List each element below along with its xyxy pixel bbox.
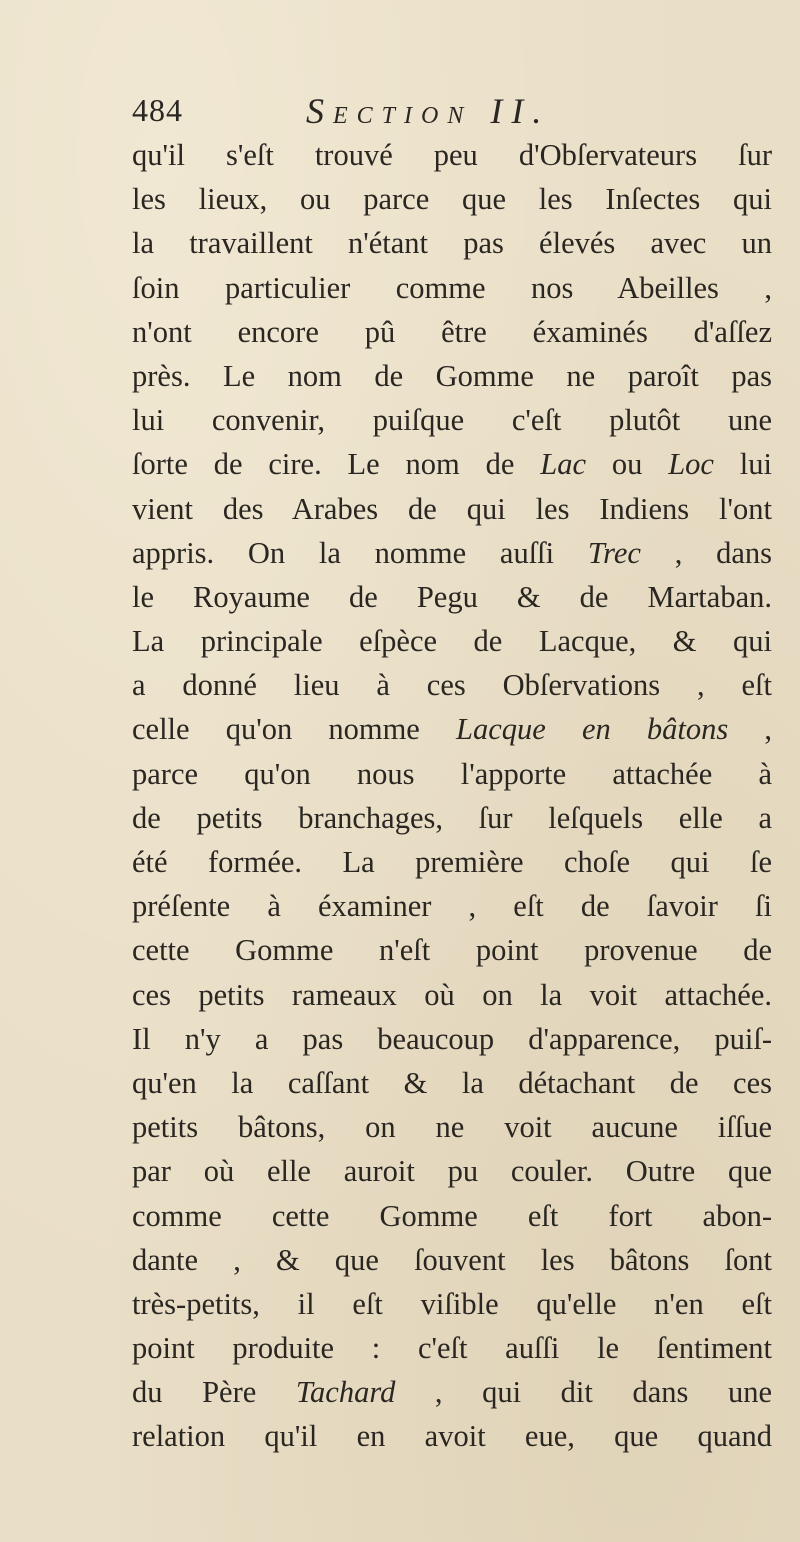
- running-head-numeral: II.: [490, 91, 551, 131]
- text-run: les lieux, ou parce que les Inſectes qui: [132, 182, 772, 217]
- text-run: relation qu'il en avoit eue, que quand: [132, 1419, 772, 1454]
- text-run: La principale eſpèce de Lacque, & qui: [132, 624, 772, 659]
- text-line: [132, 221, 772, 265]
- text-line: [132, 398, 772, 442]
- text-run: ou: [586, 447, 669, 482]
- italic-term: Loc: [668, 447, 714, 482]
- text-line: [132, 1149, 772, 1193]
- text-line: [132, 575, 772, 619]
- italic-term: Tachard: [295, 1375, 396, 1410]
- text-run: a donné lieu à ces Obſervations , eſt: [132, 668, 772, 703]
- text-run: préſente à éxaminer , eſt de ſavoir ſi: [132, 889, 772, 924]
- text-line: [132, 1194, 772, 1238]
- text-run: le Royaume de Pegu & de Martaban.: [132, 579, 772, 614]
- text-run: la travaillent n'étant pas élevés avec un: [132, 226, 772, 261]
- italic-term: Trec: [587, 535, 641, 570]
- text-run: du Père: [132, 1375, 296, 1410]
- text-run: ſoin particulier comme nos Abeilles ,: [132, 270, 772, 305]
- text-run: par où elle auroit pu couler. Outre que: [132, 1154, 772, 1189]
- text-run: , dans: [640, 535, 772, 570]
- text-run: n'ont encore pû être éxaminés d'aſſez: [132, 314, 772, 349]
- text-run: point produite : c'eſt auſſi le ſentiment: [132, 1331, 772, 1366]
- text-line: [132, 133, 772, 177]
- text-run: lui: [713, 447, 772, 482]
- text-run: celle qu'on nomme: [132, 712, 456, 747]
- text-run: dante , & que ſouvent les bâtons ſont: [132, 1242, 772, 1277]
- text-run: ces petits rameaux où on la voit attachée.: [132, 977, 772, 1012]
- text-run: , qui dit dans une: [395, 1375, 772, 1410]
- text-run: comme cette Gomme eſt fort abon-: [132, 1198, 772, 1233]
- text-run: petits bâtons, on ne voit aucune iſſue: [132, 1110, 772, 1145]
- text-line: [132, 1414, 772, 1458]
- text-line: [132, 487, 772, 531]
- italic-term: Lacque en bâtons: [456, 712, 729, 747]
- text-line: [132, 1061, 772, 1105]
- text-run: appris. On la nomme auſſi: [132, 535, 588, 570]
- text-line: [132, 1370, 772, 1414]
- text-run: lui convenir, puiſque c'eſt plutôt une: [132, 403, 772, 438]
- text-line: [132, 840, 772, 884]
- text-line: [132, 663, 772, 707]
- text-line: [132, 354, 772, 398]
- text-run: été formée. La première choſe qui ſe: [132, 845, 772, 879]
- text-line: [132, 531, 772, 575]
- text-line: [132, 1238, 772, 1282]
- text-run: qu'il s'eſt trouvé peu d'Obſervateurs ſur: [132, 138, 772, 172]
- page-number: 484: [132, 92, 183, 128]
- text-run: cette Gomme n'eſt point provenue de: [132, 933, 772, 968]
- text-line: [132, 442, 772, 486]
- page-header: [132, 92, 772, 134]
- running-head-initial: S: [306, 91, 333, 131]
- running-head: [306, 90, 550, 132]
- text-line: [132, 177, 772, 221]
- text-line: [132, 1105, 772, 1149]
- text-line: [132, 1017, 772, 1061]
- text-line: [132, 796, 772, 840]
- body-text: [132, 133, 772, 1459]
- running-head-word: ECTION: [333, 103, 473, 129]
- text-line: [132, 928, 772, 972]
- text-line: [132, 752, 772, 796]
- text-line: [132, 619, 772, 663]
- text-line: [132, 310, 772, 354]
- text-line: [132, 973, 772, 1017]
- text-line: [132, 884, 772, 928]
- text-line: [132, 707, 772, 751]
- text-run: vient des Arabes de qui les Indiens l'ont: [132, 491, 772, 526]
- text-run: ,: [728, 712, 773, 747]
- text-run: qu'en la caſſant & la détachant de ces: [132, 1065, 772, 1100]
- text-run: parce qu'on nous l'apporte attachée à: [132, 756, 772, 791]
- italic-term: Lac: [540, 447, 587, 482]
- text-run: de petits branchages, ſur leſquels elle a: [132, 800, 772, 835]
- text-run: Il n'y a pas beaucoup d'apparence, puiſ-: [132, 1021, 772, 1056]
- text-run: ſorte de cire. Le nom de: [132, 447, 541, 482]
- text-run: très-petits, il eſt viſible qu'elle n'en eſt: [132, 1286, 772, 1321]
- text-line: [132, 266, 772, 310]
- text-line: [132, 1282, 772, 1326]
- text-run: près. Le nom de Gomme ne paroît pas: [132, 358, 772, 393]
- text-line: [132, 1326, 772, 1370]
